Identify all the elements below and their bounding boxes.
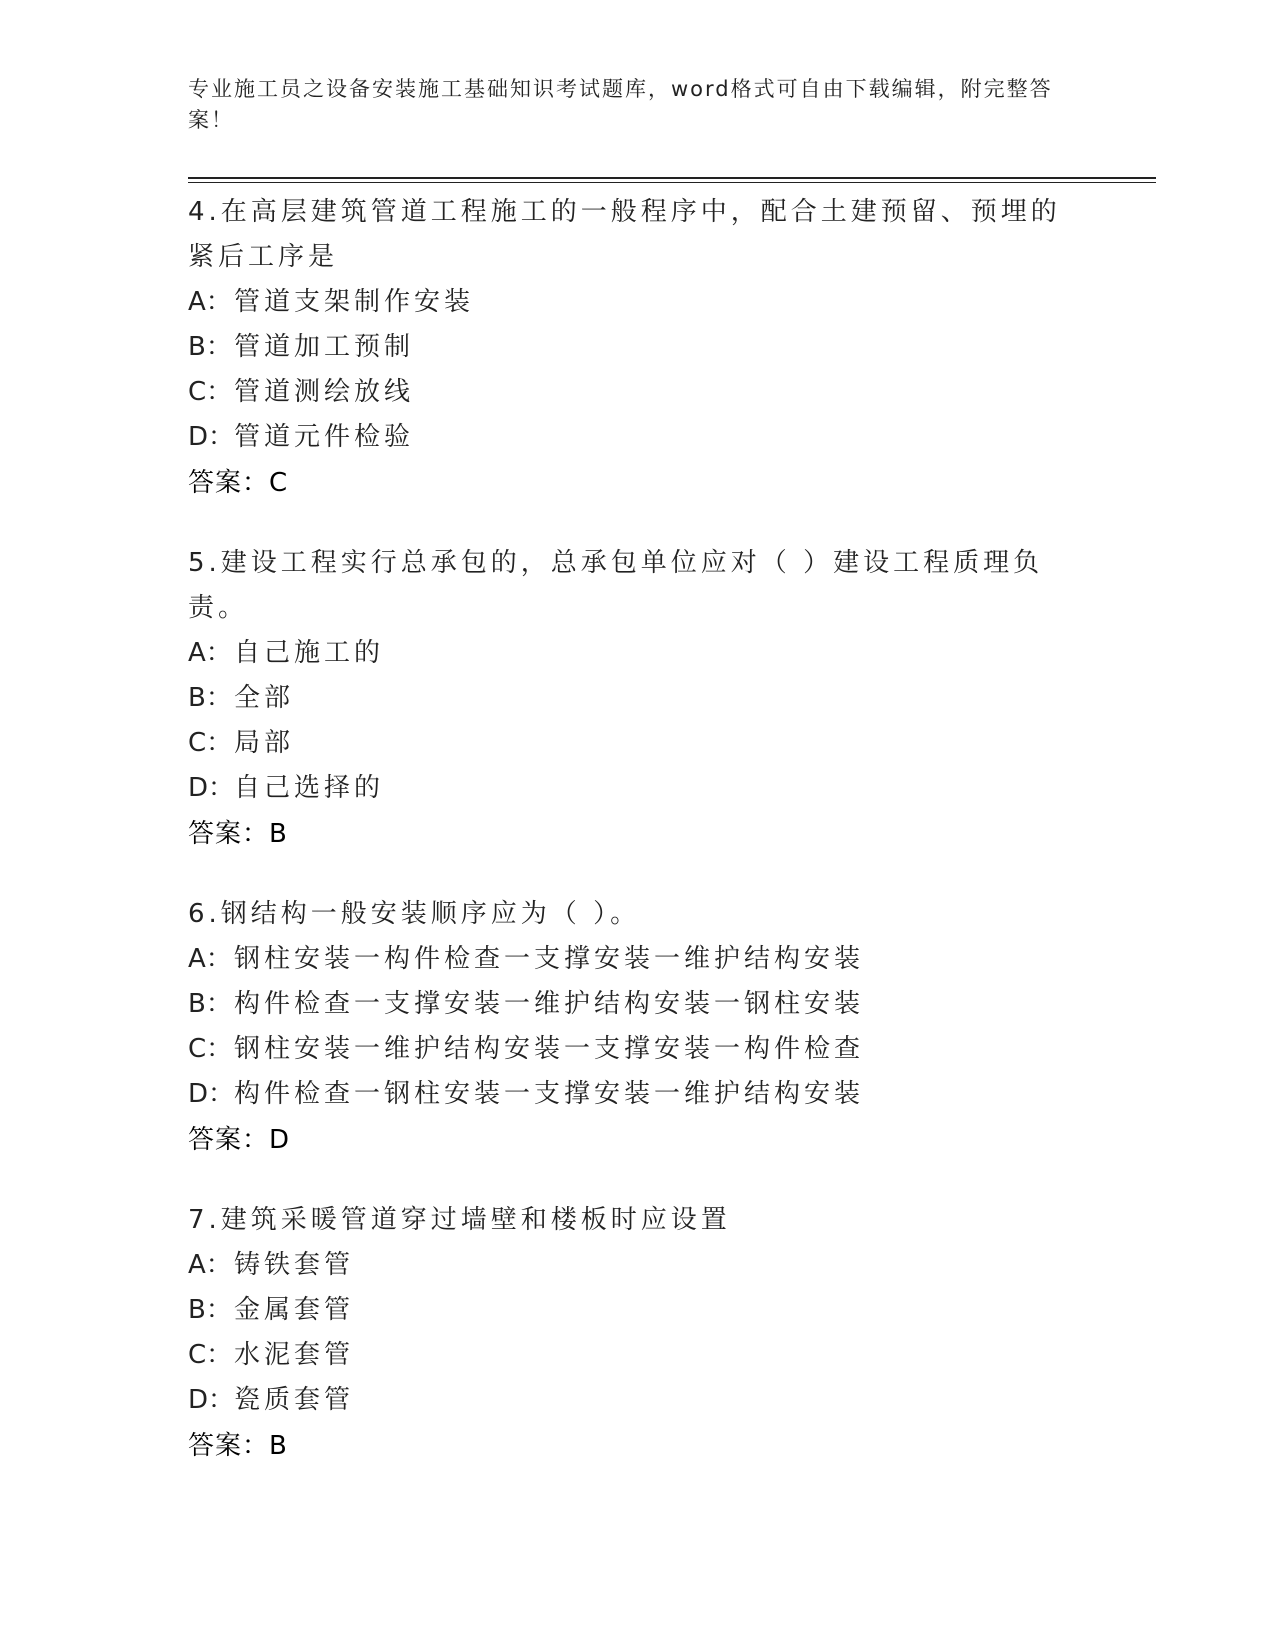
option-text: 钢柱安装一构件检查一支撑安装一维护结构安装 [234, 944, 865, 974]
answer-label: 答案：B [188, 1431, 288, 1461]
option-letter: B： [188, 1295, 232, 1325]
option-text: 管道测绘放线 [234, 377, 415, 407]
option-a [188, 1243, 1088, 1288]
option-text: 局部 [234, 728, 295, 758]
option-text: 钢柱安装一维护结构安装一支撑安装一构件检查 [234, 1034, 865, 1064]
option-letter: D： [188, 773, 235, 803]
option-a [188, 631, 1088, 676]
option-c [188, 1333, 1088, 1378]
question-5 [188, 541, 1088, 857]
header-rule-thick [188, 177, 1156, 179]
option-letter: A： [188, 944, 232, 974]
question-stem: 4.在高层建筑管道工程施工的一般程序中，配合土建预留、预埋的紧后工序是 [188, 197, 1061, 272]
question-6 [188, 892, 1088, 1163]
option-text: 管道元件检验 [234, 422, 415, 452]
question-stem: 6.钢结构一般安装顺序应为（ ）。 [188, 899, 641, 929]
option-b [188, 325, 1088, 370]
option-a [188, 937, 1088, 982]
option-letter: B： [188, 332, 232, 362]
question-4 [188, 190, 1088, 506]
option-text: 铸铁套管 [234, 1250, 355, 1280]
question-stem: 5.建设工程实行总承包的，总承包单位应对（ ）建设工程质理负责。 [188, 548, 1044, 623]
option-text: 自己选择的 [234, 773, 385, 803]
option-b [188, 982, 1088, 1027]
question-stem: 7.建筑采暖管道穿过墙壁和楼板时应设置 [188, 1205, 731, 1235]
option-d [188, 766, 1088, 811]
option-letter: A： [188, 1250, 232, 1280]
question-list [188, 190, 1088, 1504]
option-letter: D： [188, 422, 235, 452]
option-letter: D： [188, 1385, 235, 1415]
option-text: 管道加工预制 [234, 332, 415, 362]
option-letter: B： [188, 683, 232, 713]
option-c [188, 1027, 1088, 1072]
answer-label: 答案：B [188, 819, 288, 849]
header-rule-thin [188, 182, 1156, 183]
option-text: 自己施工的 [234, 638, 385, 668]
option-c [188, 721, 1088, 766]
option-text: 构件检查一钢柱安装一支撑安装一维护结构安装 [234, 1079, 865, 1109]
option-c [188, 370, 1088, 415]
option-a [188, 280, 1088, 325]
option-d [188, 1378, 1088, 1423]
document-header: 专业施工员之设备安装施工基础知识考试题库，word格式可自由下载编辑，附完整答案！ [188, 77, 1053, 132]
option-d [188, 415, 1088, 460]
option-text: 构件检查一支撑安装一维护结构安装一钢柱安装 [234, 989, 865, 1019]
option-letter: C： [188, 1034, 233, 1064]
option-letter: C： [188, 1340, 233, 1370]
option-text: 水泥套管 [234, 1340, 355, 1370]
option-text: 瓷质套管 [234, 1385, 355, 1415]
answer-label: 答案：D [188, 1125, 291, 1155]
option-text: 管道支架制作安装 [234, 287, 475, 317]
option-letter: D： [188, 1079, 235, 1109]
answer-label: 答案：C [188, 468, 289, 498]
option-b [188, 1288, 1088, 1333]
option-text: 金属套管 [234, 1295, 355, 1325]
option-letter: C： [188, 728, 233, 758]
option-letter: C： [188, 377, 233, 407]
question-7 [188, 1198, 1088, 1469]
option-letter: B： [188, 989, 232, 1019]
option-d [188, 1072, 1088, 1117]
option-letter: A： [188, 638, 232, 668]
option-text: 全部 [234, 683, 295, 713]
option-b [188, 676, 1088, 721]
option-letter: A： [188, 287, 232, 317]
